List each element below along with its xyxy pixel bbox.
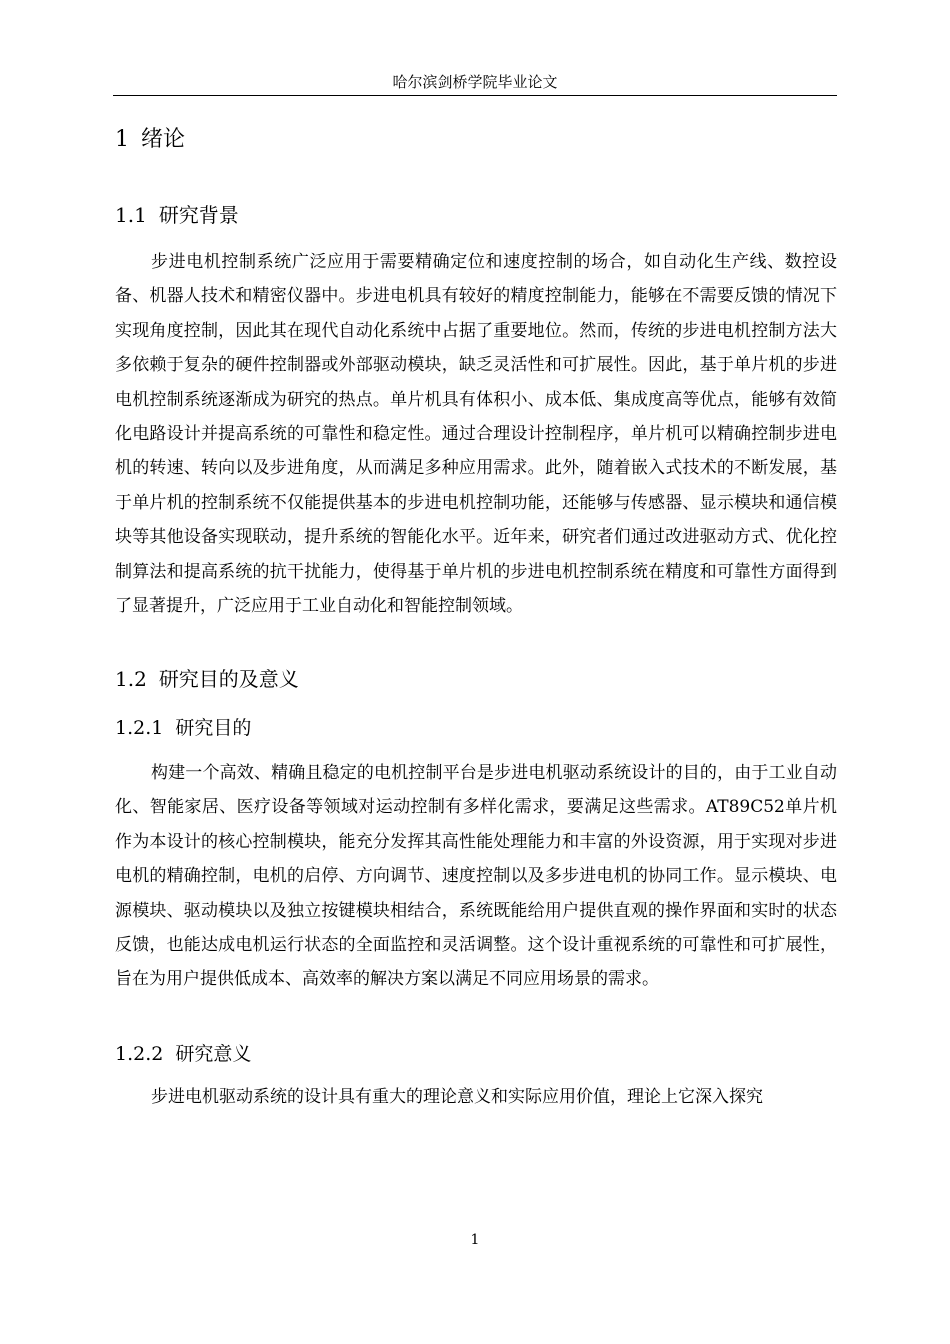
section-number: 1.2 <box>115 667 147 691</box>
significance-paragraph: 步进电机驱动系统的设计具有重大的理论意义和实际应用价值，理论上它深入探究 <box>151 1087 763 1107</box>
chapter-title: 绪论 <box>141 127 186 152</box>
subsection-number: 1.2.1 <box>115 717 164 739</box>
chapter-number: 1 <box>115 127 129 152</box>
background-paragraph: 步进电机控制系统广泛应用于需要精确定位和速度控制的场合，如自动化生产线、数控设备、机器人技术和精密仪器中。步进电机具有较好的精度控制能力，能够在不需要反馈的情况下实现角度控制，因此其在现代自动化系统中占据了重要地位。然而，传统的步进电机控制方法大多依赖于复杂的硬件控制器或外部驱动模块，缺乏灵活性和可扩展性。因此，基于单片机的步进电机控制系统逐渐成为研究的热点。单片机具有体积小、成本低、集成度高等优点，能够有效简化电路设计并提高系统的可靠性和稳定性。通过合理设计控制程序，单片机可以精确控制步进电机的转速、转向以及步进角度，从而满足多种应用需求。此外，随着嵌入式技术的不断发展，基于单片机的控制系统不仅能提供基本的步进电机控制功能，还能够与传感器、显示模块和通信模块等其他设备实现联动，提升系统的智能化水平。近年来，研究者们通过改进驱动方式、优化控制算法和提高系统的抗干扰能力，使得基于单片机的步进电机控制系统在精度和可靠性方面得到了显著提升，广泛应用于工业自动化和智能控制领域。 <box>115 252 837 617</box>
header-rule <box>113 95 837 96</box>
subsection-title: 研究目的 <box>175 717 252 739</box>
chapter-heading <box>115 124 185 156</box>
purpose-paragraph: 构建一个高效、精确且稳定的电机控制平台是步进电机驱动系统设计的目的，由于工业自动化、智能家居、医疗设备等领域对运动控制有多样化需求，要满足这些需求。AT89C52单片机作为本设计的核心控制模块，能充分发挥其高性能处理能力和丰富的外设资源，用于实现对步进电机的精确控制，电机的启停、方向调节、速度控制以及多步进电机的协同工作。显示模块、电源模块、驱动模块以及独立按键模块相结合，系统既能给用户提供直观的操作界面和实时的状态反馈，也能达成电机运行状态的全面监控和灵活调整。这个设计重视系统的可靠性和可扩展性，旨在为用户提供低成本、高效率的解决方案以满足不同应用场景的需求。 <box>115 763 837 990</box>
subsection-title: 研究意义 <box>175 1043 252 1065</box>
subsection-heading-1-2-1 <box>115 714 251 742</box>
subsection-number: 1.2.2 <box>115 1043 164 1065</box>
section-heading-1-1 <box>115 200 239 230</box>
section-title: 研究背景 <box>158 203 239 227</box>
running-header: 哈尔滨剑桥学院毕业论文 <box>392 73 558 91</box>
page-number: 1 <box>470 1232 480 1248</box>
section-heading-1-2 <box>115 664 299 694</box>
section-title: 研究目的及意义 <box>158 667 299 691</box>
subsection-heading-1-2-2 <box>115 1040 251 1068</box>
section-number: 1.1 <box>115 203 147 227</box>
